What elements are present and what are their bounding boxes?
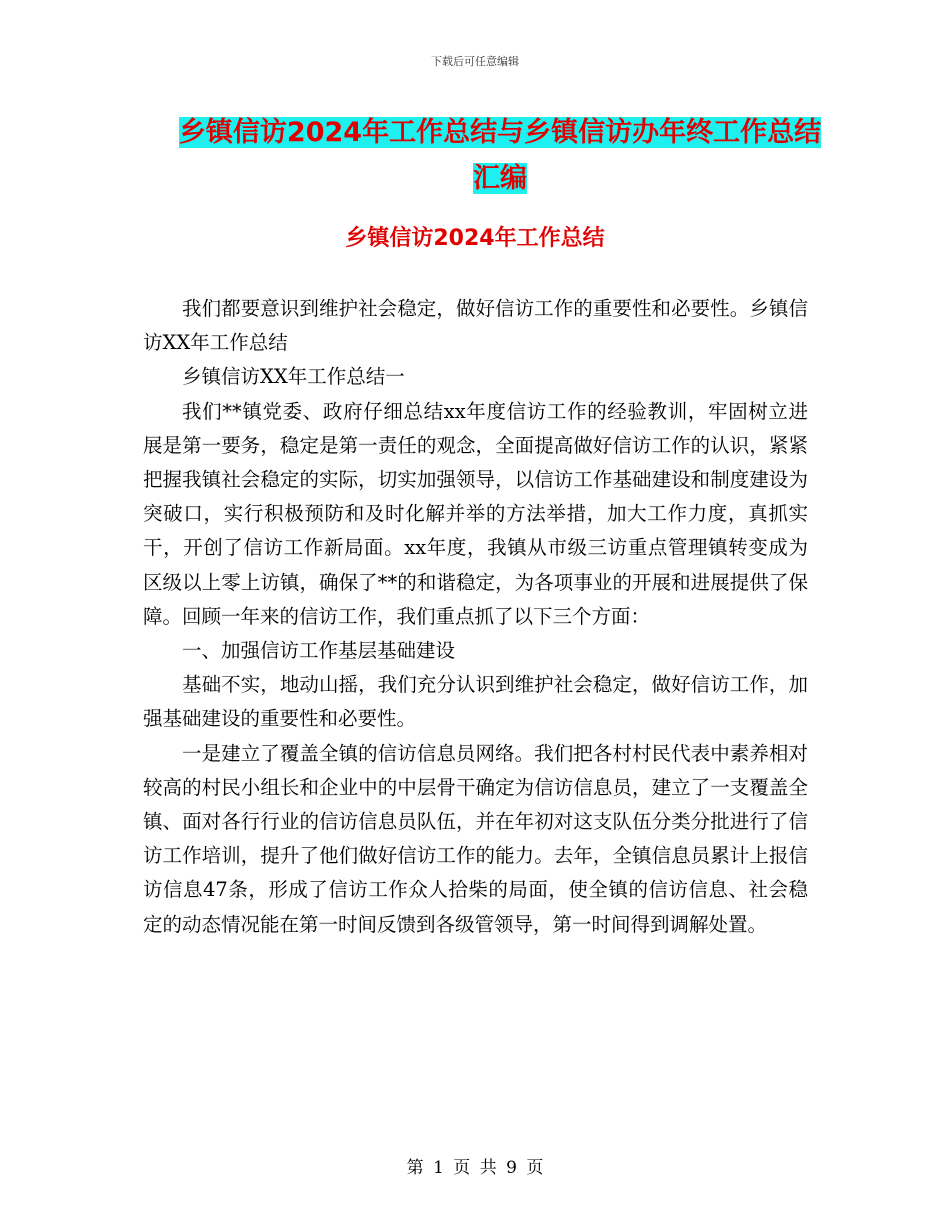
paragraph: 一、加强信访工作基层基础建设: [182, 639, 456, 663]
document-body: [143, 292, 808, 942]
paragraph: 我们**镇党委、政府仔细总结xx年度信访工作的经验教训，牢固树立进展是第一要务，稳定是第一责任的观念，全面提高做好信访工作的认识，紧紧把握我镇社会稳定的实际，切实加强领导，以信访工作基础建设和制度建设为突破口，实行积极预防和及时化解并举的方法举措，加大工作力度，真抓实干，开创了信访工作新局面。xx年度，我镇从市级三访重点管理镇转变成为区级以上零上访镇，确保了**的和谐稳定，为各项事业的开展和进展提供了保障。回顾一年来的信访工作，我们重点抓了以下三个方面：: [143, 399, 808, 628]
header-note: 下载后可任意编辑: [431, 55, 519, 68]
paragraph: 乡镇信访XX年工作总结一: [182, 365, 405, 389]
page-number: 第 1 页 共 9 页: [406, 1158, 544, 1178]
main-title: [130, 110, 870, 202]
paragraph: 我们都要意识到维护社会稳定，做好信访工作的重要性和必要性。乡镇信访XX年工作总结: [143, 297, 808, 355]
paragraph: 基础不实，地动山摇，我们充分认识到维护社会稳定，做好信访工作，加强基础建设的重要性和必要性。: [143, 673, 808, 731]
main-title-line2: 汇编: [473, 163, 527, 194]
paragraph: 一是建立了覆盖全镇的信访信息员网络。我们把各村村民代表中素养相对较高的村民小组长和企业中的中层骨干确定为信访信息员，建立了一支覆盖全镇、面对各行行业的信访信息员队伍，并在年初对这支队伍分类分批进行了信访工作培训，提升了他们做好信访工作的能力。去年，全镇信息员累计上报信访信息47条，形成了信访工作众人拾柴的局面，使全镇的信访信息、社会稳定的动态情况能在第一时间反馈到各级管领导，第一时间得到调解处置。: [143, 741, 808, 936]
main-title-line1: 乡镇信访2024年工作总结与乡镇信访办年终工作总结: [178, 117, 822, 148]
section-title: 乡镇信访2024年工作总结: [345, 226, 605, 251]
